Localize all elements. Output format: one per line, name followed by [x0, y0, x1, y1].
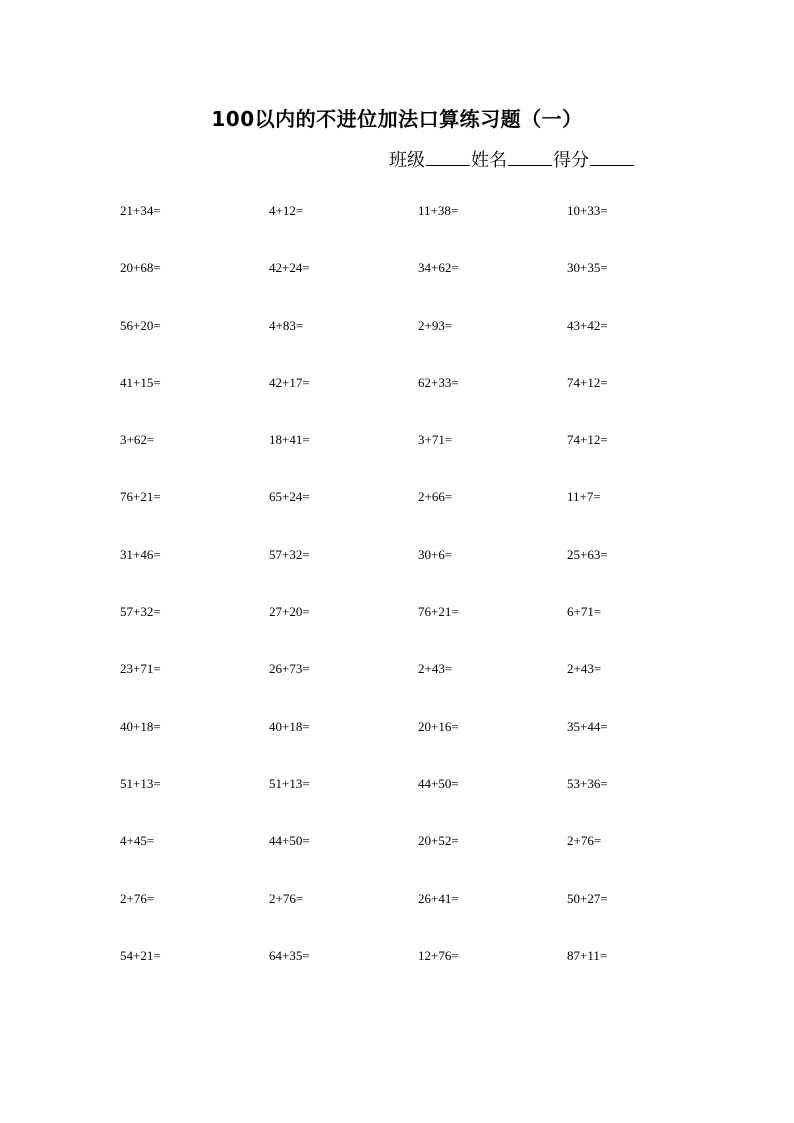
problem-item: 76+21=	[120, 489, 161, 505]
problem-item: 4+83=	[269, 317, 304, 333]
problem-item: 31+46=	[120, 546, 161, 562]
problem-item: 34+62=	[418, 260, 459, 276]
problem-item: 3+62=	[120, 432, 155, 448]
problem-item: 2+93=	[418, 317, 453, 333]
problem-item: 2+76=	[269, 890, 304, 906]
problem-item: 18+41=	[269, 432, 310, 448]
problem-item: 40+18=	[269, 718, 310, 734]
problem-item: 30+35=	[567, 260, 608, 276]
problem-item: 62+33=	[418, 374, 459, 390]
problem-item: 26+41=	[418, 890, 459, 906]
problem-item: 25+63=	[567, 546, 608, 562]
page-title: 100以内的不进位加法口算练习题（一）	[211, 107, 583, 131]
problem-item: 57+32=	[269, 546, 310, 562]
problem-item: 10+33=	[567, 203, 608, 218]
problem-item: 56+20=	[120, 317, 161, 333]
problem-item: 51+13=	[269, 775, 310, 791]
class-blank[interactable]	[426, 148, 470, 166]
problem-item: 21+34=	[120, 203, 161, 218]
problem-item: 42+24=	[269, 260, 310, 276]
problem-grid	[120, 202, 720, 1004]
problem-item: 44+50=	[269, 833, 310, 849]
problem-item: 65+24=	[269, 489, 310, 505]
problem-item: 42+17=	[269, 374, 310, 390]
problem-item: 51+13=	[120, 775, 161, 791]
problem-item: 20+52=	[418, 833, 459, 849]
problem-item: 4+45=	[120, 833, 155, 849]
problem-item: 20+16=	[418, 718, 459, 734]
problem-item: 20+68=	[120, 260, 161, 276]
problem-item: 3+71=	[418, 432, 453, 448]
problem-item: 40+18=	[120, 718, 161, 734]
problem-item: 2+43=	[418, 661, 453, 677]
name-blank[interactable]	[508, 148, 552, 166]
score-blank[interactable]	[590, 148, 634, 166]
problem-item: 4+12=	[269, 203, 304, 218]
problem-item: 23+71=	[120, 661, 161, 677]
student-info-line	[389, 146, 635, 172]
problem-item: 57+32=	[120, 604, 161, 620]
problem-item: 6+71=	[567, 604, 602, 620]
problem-item: 43+42=	[567, 317, 608, 333]
problem-item: 2+76=	[120, 890, 155, 906]
score-label: 得分	[553, 150, 589, 171]
problem-item: 74+12=	[567, 432, 608, 448]
problem-item: 76+21=	[418, 604, 459, 620]
problem-item: 2+66=	[418, 489, 453, 505]
problem-item: 35+44=	[567, 718, 608, 734]
problem-item: 27+20=	[269, 604, 310, 620]
problem-item: 11+38=	[418, 203, 459, 218]
problem-item: 30+6=	[418, 546, 453, 562]
problem-item: 44+50=	[418, 775, 459, 791]
problem-item: 11+7=	[567, 489, 601, 505]
problem-item: 74+12=	[567, 374, 608, 390]
problem-item: 2+76=	[567, 833, 602, 849]
class-label: 班级	[389, 150, 425, 171]
problem-item: 87+11=	[567, 947, 608, 963]
problem-item: 12+76=	[418, 947, 459, 963]
problem-item: 53+36=	[567, 775, 608, 791]
name-label: 姓名	[471, 150, 507, 171]
problem-item: 54+21=	[120, 947, 161, 963]
problem-item: 41+15=	[120, 374, 161, 390]
problem-item: 50+27=	[567, 890, 608, 906]
problem-item: 26+73=	[269, 661, 310, 677]
problem-item: 64+35=	[269, 947, 310, 963]
problem-item: 2+43=	[567, 661, 602, 677]
